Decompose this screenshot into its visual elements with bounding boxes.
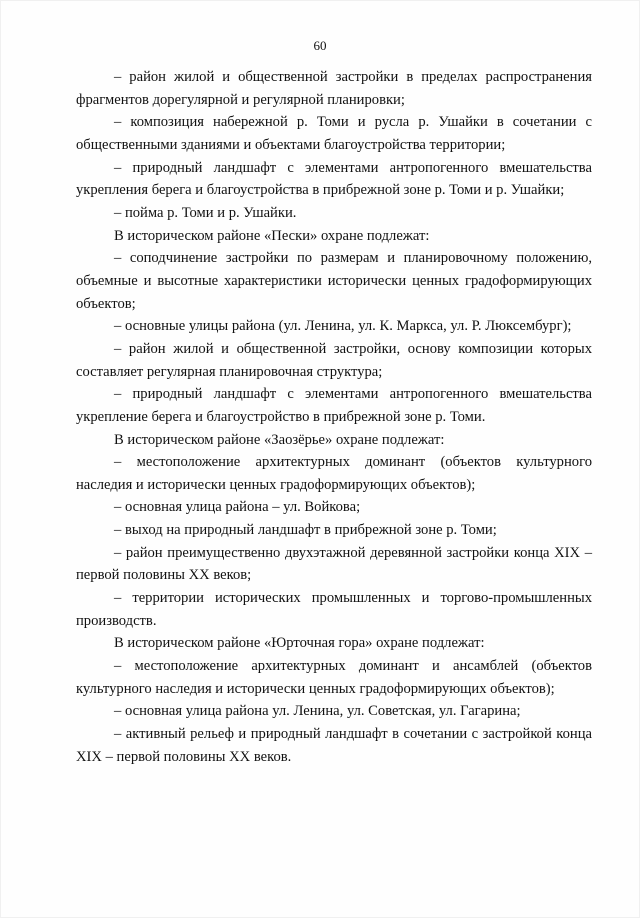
- paragraph-2: – композиция набережной р. Томи и русла р. Ушайки в сочетании с общественными зданиями и объектами благоустройства территории;: [76, 114, 592, 153]
- paragraph-13: – выход на природный ландшафт в прибрежной зоне р. Томи;: [114, 522, 497, 539]
- paragraph-18: – основная улица района ул. Ленина, ул. Советская, ул. Гагарина;: [114, 703, 521, 720]
- paragraph-15: – территории исторических промышленных и торгово-промышленных производств.: [76, 590, 592, 629]
- paragraph-17: – местоположение архитектурных доминант и ансамблей (объектов культурного наследия и исторически ценных градоформирующих объектов);: [76, 658, 592, 697]
- paragraph-8: – район жилой и общественной застройки, основу композиции которых составляет регулярная планировочная структура;: [76, 340, 592, 380]
- paragraph-9: – природный ландшафт с элементами антропогенного вмешательства укрепление берега и благоустройство в прибрежной зоне р. Томи.: [76, 386, 592, 425]
- paragraph-19: – активный рельеф и природный ландшафт в сочетании с застройкой конца XIX – первой половины XX веков.: [76, 726, 592, 765]
- section-heading-zaozerye: В историческом районе «Заозёрье» охране подлежат:: [114, 431, 445, 448]
- paragraph-1: – район жилой и общественной застройки в пределах распространения фрагментов дорегулярной и регулярной планировки;: [76, 69, 592, 108]
- paragraph-3: – природный ландшафт с элементами антропогенного вмешательства укрепления берега и благоустройства в прибрежной зоне р. Томи и р. Ушайки;: [76, 159, 592, 199]
- paragraph-11: – местоположение архитектурных доминант (объектов культурного наследия и исторически ценных градоформирующих объектов);: [76, 454, 592, 493]
- section-heading-peski: В историческом районе «Пески» охране подлежат:: [114, 227, 430, 244]
- section-heading-yurtochnaya-gora: В историческом районе «Юрточная гора» охране подлежат:: [114, 635, 485, 652]
- paragraph-14: – район преимущественно двухэтажной деревянной застройки конца XIX – первой половины XX веков;: [76, 544, 592, 584]
- paragraph-6: – соподчинение застройки по размерам и планировочному положению, объемные и высотные характеристики исторически ценных градоформирующих объектов;: [76, 250, 592, 312]
- page-number: 60: [313, 38, 327, 53]
- paragraph-12: – основная улица района – ул. Войкова;: [114, 499, 361, 516]
- paragraph-4: – пойма р. Томи и р. Ушайки.: [114, 204, 297, 221]
- document-body: [76, 66, 592, 768]
- paragraph-7: – основные улицы района (ул. Ленина, ул. К. Маркса, ул. Р. Люксембург);: [114, 318, 572, 335]
